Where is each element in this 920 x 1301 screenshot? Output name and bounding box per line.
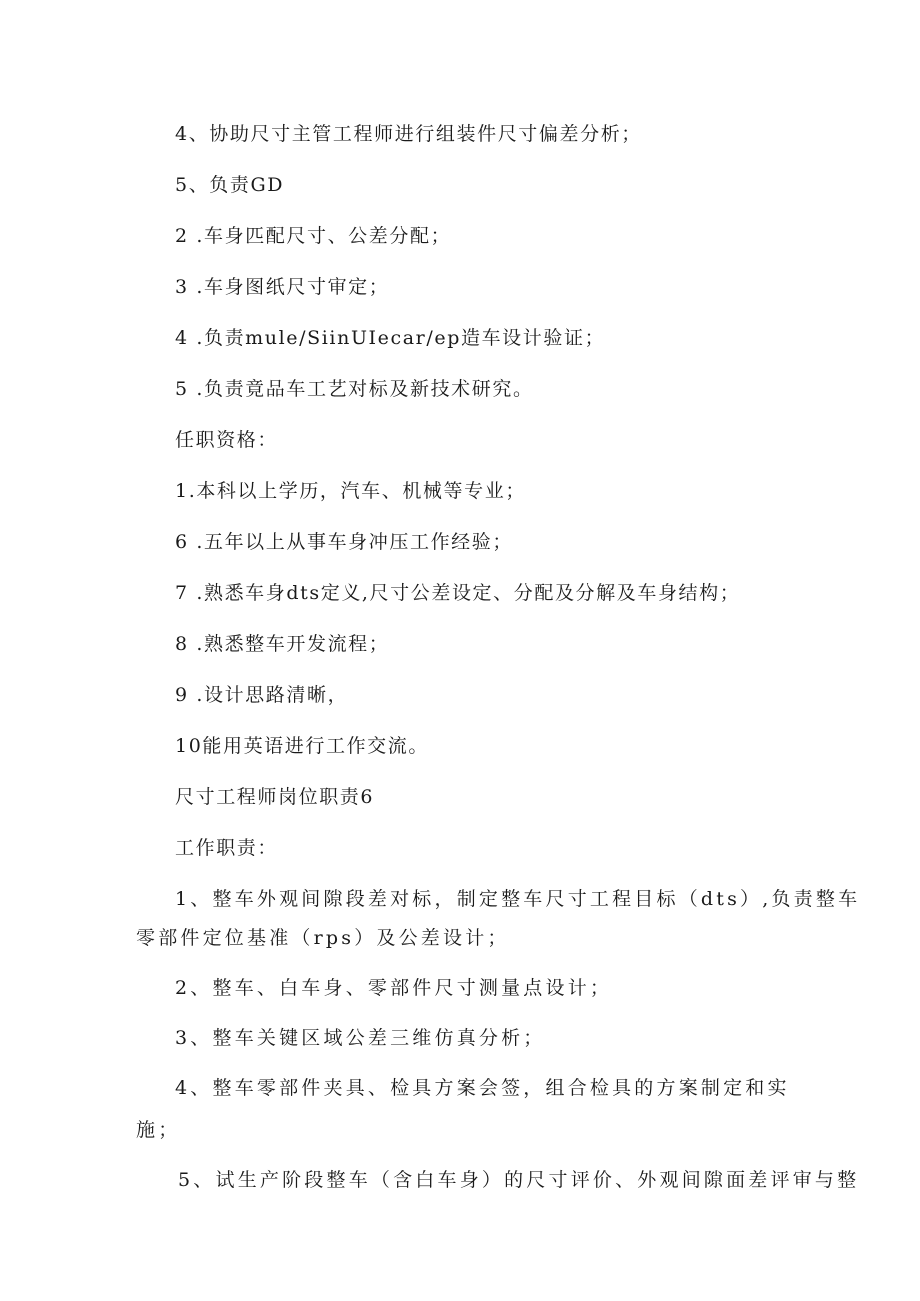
- text-line-benchmark: 5 .负责竟品车工艺对标及新技术研究。: [175, 378, 534, 400]
- text-line-education: 1.本科以上学历，汽车、机械等专业；: [175, 480, 526, 502]
- section-heading-duties: 工作职责：: [175, 837, 279, 859]
- text-line-duty-4-part-2: 施；: [136, 1119, 181, 1141]
- text-line-duty-4: 4、协助尺寸主管工程师进行组装件尺寸偏差分析；: [175, 123, 642, 145]
- section-heading-job-title: 尺寸工程师岗位职责6: [175, 786, 375, 808]
- text-line-drawing-review: 3 .车身图纸尺寸审定；: [175, 276, 390, 298]
- text-line-english: 10能用英语进行工作交流。: [175, 735, 429, 757]
- text-line-dts-knowledge: 7 .熟悉车身dts定义,尺寸公差设定、分配及分解及车身结构；: [175, 582, 741, 604]
- section-heading-qualifications: 任职资格：: [175, 429, 279, 451]
- text-line-duty-1-part-1: 1、整车外观间隙段差对标，制定整车尺寸工程目标（dts）,负责整车: [175, 888, 861, 910]
- text-line-duty-3: 3、整车关键区域公差三维仿真分析；: [175, 1027, 546, 1049]
- text-line-dev-process: 8 .熟悉整车开发流程；: [175, 633, 390, 655]
- text-line-duty-2: 2、整车、白车身、零部件尺寸测量点设计；: [175, 977, 613, 999]
- text-line-body-matching: 2 .车身匹配尺寸、公差分配；: [175, 225, 452, 247]
- text-line-duty-5-trial: 5、试生产阶段整车（含白车身）的尺寸评价、外观间隙面差评审与整: [178, 1169, 860, 1191]
- text-line-duty-1-part-2: 零部件定位基准（rps）及公差设计；: [136, 927, 510, 949]
- text-line-experience: 6 .五年以上从事车身冲压工作经验；: [175, 531, 513, 553]
- text-line-duty-5: 5、负责GD: [175, 174, 285, 196]
- text-line-design-thinking: 9 .设计思路清晰，: [175, 684, 349, 706]
- text-line-build-validation: 4 .负责mule/SiinUIecar/ep造车设计验证；: [175, 327, 606, 349]
- text-line-duty-4-part-1: 4、整车零部件夹具、检具方案会签，组合检具的方案制定和实: [175, 1077, 790, 1099]
